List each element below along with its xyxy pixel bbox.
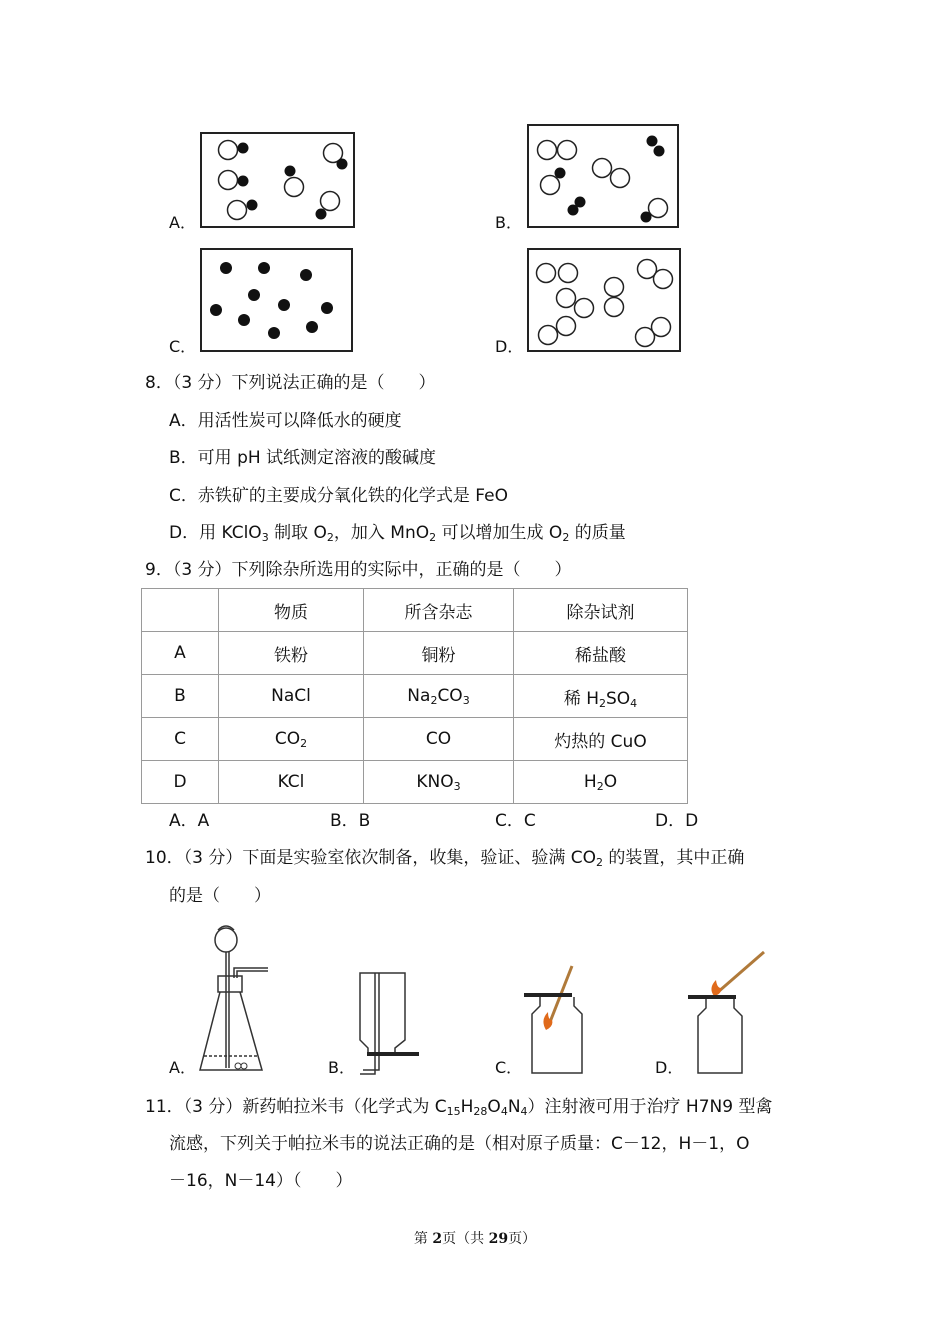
table-header-row	[142, 589, 688, 632]
q9-choice-d: D．D	[655, 811, 699, 831]
q7-diagram-d	[527, 248, 681, 352]
particle-diagram-a	[202, 134, 353, 226]
q7-option-a-label: A．	[169, 213, 196, 232]
q11-stem-line3: －16，N－14）（ ）	[169, 1171, 353, 1191]
substance-cell: 铁粉	[219, 632, 364, 675]
reagent-cell: $H_2O$	[514, 761, 688, 804]
q7-option-d-label: D．	[495, 337, 524, 356]
q9-choice-c: C．C	[495, 811, 536, 831]
table-row	[142, 761, 688, 804]
co2-fullness-test-bottle-icon	[684, 948, 774, 1080]
table-row	[142, 632, 688, 675]
row-label: C	[142, 718, 219, 761]
table-header-cell	[142, 589, 219, 632]
q7-option-c-label: C．	[169, 337, 197, 356]
reagent-cell: 灼热的 CuO	[514, 718, 688, 761]
page-footer: 第 2页（共 29页）	[413, 1231, 537, 1247]
q8-option-c: C．赤铁矿的主要成分氧化铁的化学式是 FeO	[169, 486, 508, 506]
table-header-cell: 除杂试剂	[514, 589, 688, 632]
table-row	[142, 675, 688, 718]
q8-stem: 8．（3 分）下列说法正确的是（ ）	[145, 373, 436, 393]
q11-stem-line1: 11．（3 分）新药帕拉米韦（化学式为 $C_{15}H_{28}O_4N_4$）注射液可用于治疗 H7N9 型禽	[145, 1097, 773, 1118]
row-label: A	[142, 632, 219, 675]
q9-table	[141, 588, 688, 804]
q10-stem-line1: 10．（3 分）下面是实验室依次制备，收集，验证、验满 $CO_2$ 的装置，其中正确	[145, 848, 745, 869]
reagent-cell: 稀盐酸	[514, 632, 688, 675]
impurity-cell: $KNO_3$	[364, 761, 514, 804]
q10-stem-line2: 的是（ ）	[169, 886, 271, 906]
row-label: B	[142, 675, 219, 718]
gas-generation-flask-icon	[198, 920, 278, 1080]
q9-stem: 9．（3 分）下列除杂所选用的实际中，正确的是（ ）	[145, 560, 572, 580]
q7-diagram-b	[527, 124, 679, 228]
table-header-cell: 所含杂志	[364, 589, 514, 632]
reagent-cell: 稀 $H_2SO_4$	[514, 675, 688, 718]
particle-diagram-b	[529, 126, 677, 226]
row-label: D	[142, 761, 219, 804]
q7-diagram-c	[200, 248, 353, 352]
q9-choice-b: B．B	[330, 811, 371, 831]
q10-option-d-label: D．	[655, 1058, 684, 1077]
co2-verify-bottle-icon	[522, 960, 602, 1080]
q11-stem-line2: 流感，下列关于帕拉米韦的说法正确的是（相对原子质量：C－12，H－1，O	[169, 1134, 750, 1154]
substance-cell: KCl	[219, 761, 364, 804]
q9-choice-a: A．A	[169, 811, 210, 831]
substance-cell: $CO_2$	[219, 718, 364, 761]
q8-option-a: A．用活性炭可以降低水的硬度	[169, 411, 402, 431]
q8-option-b: B．可用 pH 试纸测定溶液的酸碱度	[169, 448, 437, 468]
gas-collection-bottle-icon	[355, 970, 425, 1080]
impurity-cell: CO	[364, 718, 514, 761]
q7-diagram-a	[200, 132, 355, 228]
table-row	[142, 718, 688, 761]
q10-option-b-label: B．	[328, 1058, 355, 1077]
q10-option-a-label: A．	[169, 1058, 196, 1077]
particle-diagram-d	[529, 250, 679, 350]
impurity-cell: 铜粉	[364, 632, 514, 675]
table-header-cell: 物质	[219, 589, 364, 632]
substance-cell: NaCl	[219, 675, 364, 718]
particle-diagram-c	[202, 250, 351, 350]
q7-option-b-label: B．	[495, 213, 522, 232]
q8-option-d: D．用 KClO$_3$ 制取 $O_2$，加入 MnO$_2$ 可以增加生成 $O_2$ 的质量	[169, 523, 626, 544]
q10-option-c-label: C．	[495, 1058, 523, 1077]
impurity-cell: $Na_2CO_3$	[364, 675, 514, 718]
